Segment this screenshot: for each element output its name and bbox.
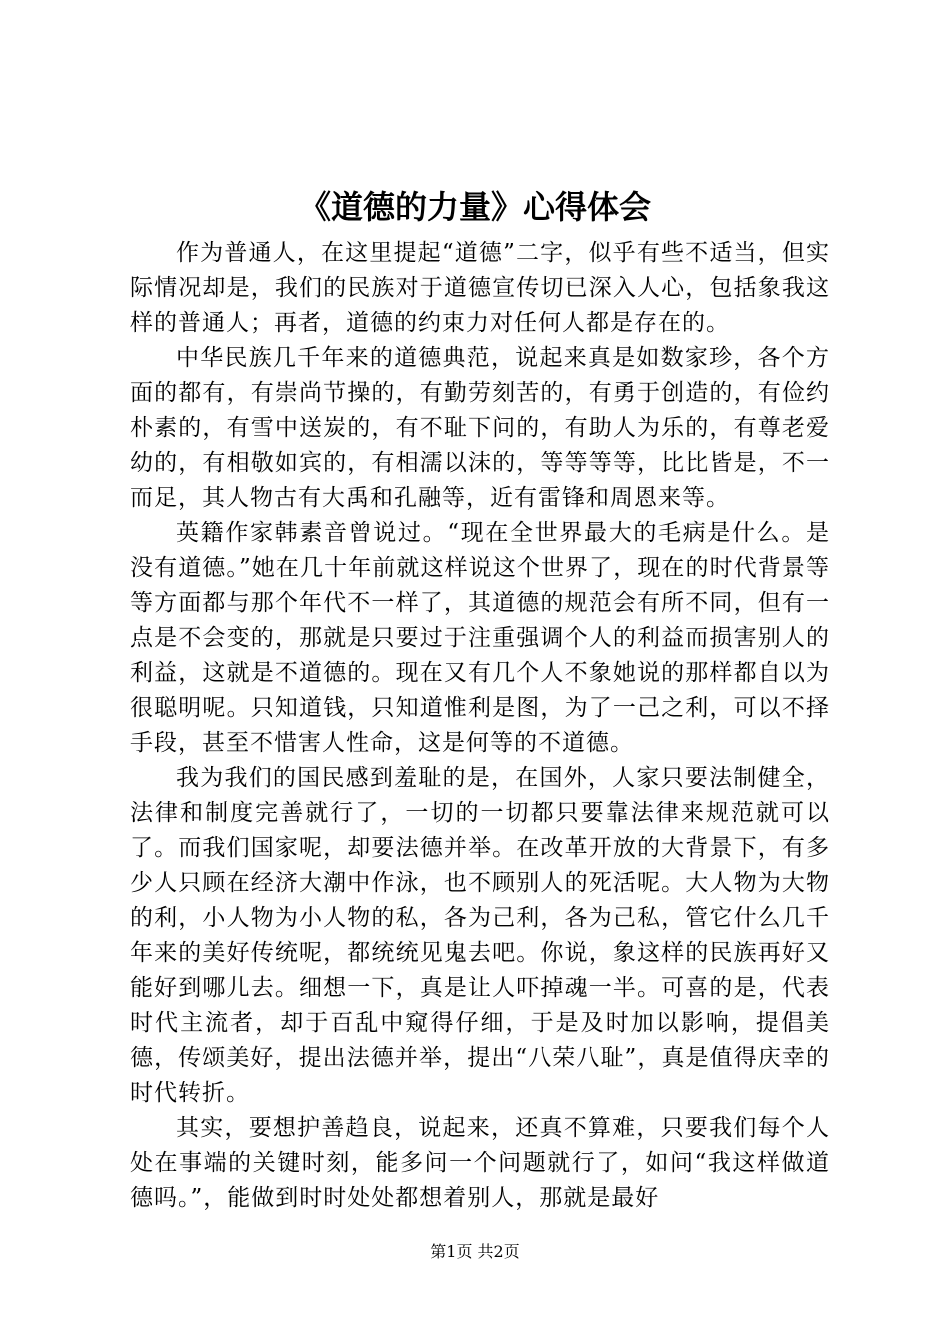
paragraph-3: 英籍作家韩素音曾说过。“现在全世界最大的毛病是什么。是没有道德。”她在几十年前就这样说这个世界了，现在的时代背景等等方面都与那个年代不一样了，其道德的规范会有所不同，但有一点是不会变的，那就是只要过于注重强调个人的利益而损害别人的利益，这就是不道德的。现在又有几个人不象她说的那样都自以为很聪明呢。只知道钱，只知道惟利是图，为了一己之利，可以不择手段，甚至不惜害人性命，这是何等的不道德。: [130, 520, 830, 756]
paragraph-5: 其实，要想护善趋良，说起来，还真不算难，只要我们每个人处在事端的关键时刻，能多问一个问题就行了，如问“我这样做道德吗。”，能做到时时处处都想着别人，那就是最好: [130, 1115, 830, 1211]
page-number-footer: 第1页 共2页: [430, 1242, 520, 1261]
document-title: 《道德的力量》心得体会: [298, 188, 651, 226]
paragraph-4: 我为我们的国民感到羞耻的是，在国外，人家只要法制健全，法律和制度完善就行了，一切的一切都只要靠法律来规范就可以了。而我们国家呢，却要法德并举。在改革开放的大背景下，有多少人只顾在经济大潮中作泳，也不顾别人的死活呢。大人物为大物的利，小人物为小人物的私，各为己利，各为己私，管它什么几千年来的美好传统呢，都统统见鬼去吧。你说，象这样的民族再好又能好到哪儿去。细想一下，真是让人吓掉魂一半。可喜的是，代表时代主流者，却于百乱中窥得仔细，于是及时加以影响，提倡美德，传颂美好，提出法德并举，提出“八荣八耻”，真是值得庆幸的时代转折。: [130, 765, 830, 1106]
paragraph-1: 作为普通人，在这里提起“道德”二字，似乎有些不适当，但实际情况却是，我们的民族对于道德宣传切已深入人心，包括象我这样的普通人；再者，道德的约束力对任何人都是存在的。: [130, 240, 830, 336]
document-body: [130, 236, 830, 1211]
paragraph-2: 中华民族几千年来的道德典范，说起来真是如数家珍，各个方面的都有，有崇尚节操的，有勤劳刻苦的，有勇于创造的，有俭约朴素的，有雪中送炭的，有不耻下问的，有助人为乐的，有尊老爱幼的，有相敬如宾的，有相濡以沫的，等等等等，比比皆是，不一而足，其人物古有大禹和孔融等，近有雷锋和周恩来等。: [130, 345, 830, 511]
